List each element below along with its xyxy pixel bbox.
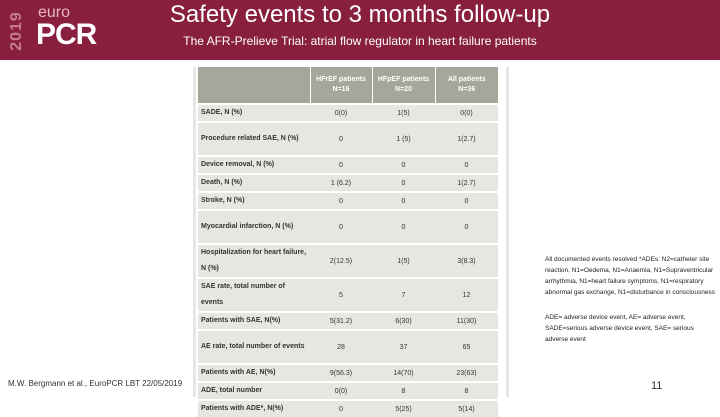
cell-all: 5(14) xyxy=(435,400,498,417)
cell-hfpef: 0 xyxy=(372,192,435,210)
cell-hfpef: 8 xyxy=(372,382,435,400)
column-header-all: All patients N=36 xyxy=(435,67,498,104)
cell-hfpef: 5(25) xyxy=(372,400,435,417)
cell-hfref: 0 xyxy=(310,122,372,156)
cell-hfref: 0 xyxy=(310,156,372,174)
logo-pcr-text: PCR xyxy=(36,18,97,51)
row-label: SAE rate, total number of events xyxy=(198,278,310,312)
table-row xyxy=(198,156,498,174)
cell-hfref: 0 xyxy=(310,192,372,210)
column-header-hfref: HFrEF patients N=16 xyxy=(310,67,372,104)
column-header-hfpef: HFpEF patients N=20 xyxy=(372,67,435,104)
cell-all: 0 xyxy=(435,156,498,174)
table-row xyxy=(198,192,498,210)
safety-events-table xyxy=(198,67,498,417)
table-row xyxy=(198,244,498,278)
row-label: Procedure related SAE, N (%) xyxy=(198,122,310,156)
cell-all: 1(2.7) xyxy=(435,122,498,156)
cell-hfref: 1 (6.2) xyxy=(310,174,372,192)
table-row xyxy=(198,312,498,330)
table-row xyxy=(198,400,498,417)
row-label: Stroke, N (%) xyxy=(198,192,310,210)
cell-all: 11(30) xyxy=(435,312,498,330)
logo-euro-text: euro xyxy=(38,4,71,21)
row-label: Myocardial infarction, N (%) xyxy=(198,210,310,244)
row-label: ADE, total number xyxy=(198,382,310,400)
cell-hfref: 9(56.3) xyxy=(310,364,372,382)
cell-all: 8 xyxy=(435,382,498,400)
table-row xyxy=(198,174,498,192)
cell-all: 1(2.7) xyxy=(435,174,498,192)
cell-hfref: 0(0) xyxy=(310,104,372,122)
cell-hfref: 0 xyxy=(310,400,372,417)
table-row xyxy=(198,364,498,382)
table-row xyxy=(198,330,498,364)
table-header-row xyxy=(198,67,498,104)
cell-hfref: 5(31.2) xyxy=(310,312,372,330)
cell-hfpef: 0 xyxy=(372,174,435,192)
column-header-label xyxy=(198,67,310,104)
cell-hfpef: 0 xyxy=(372,210,435,244)
cell-all: 65 xyxy=(435,330,498,364)
footnote-abbreviations: ADE= adverse device event, AE= adverse event, SADE=serious adverse device event, SAE= serious adverse event xyxy=(545,314,694,343)
cell-hfpef: 37 xyxy=(372,330,435,364)
cell-hfpef: 1(5) xyxy=(372,104,435,122)
logo-year: 2019 xyxy=(7,11,25,51)
cell-all: 12 xyxy=(435,278,498,312)
cell-hfref: 2(12.5) xyxy=(310,244,372,278)
cell-all: 3(8.3) xyxy=(435,244,498,278)
table-row xyxy=(198,278,498,312)
slide-subtitle: The AFR-Prelieve Trial: atrial flow regulator in heart failure patients xyxy=(183,34,537,48)
cell-hfref: 0(0) xyxy=(310,382,372,400)
page-number: 11 xyxy=(651,380,663,392)
row-label: Patients with ADE*, N(%) xyxy=(198,400,310,417)
cell-hfpef: 7 xyxy=(372,278,435,312)
footnotes xyxy=(545,254,715,359)
author-citation: M.W. Bergmann et al., EuroPCR LBT 22/05/2019 xyxy=(8,379,183,388)
row-label: Death, N (%) xyxy=(198,174,310,192)
cell-hfpef: 1(5) xyxy=(372,244,435,278)
cell-hfpef: 14(70) xyxy=(372,364,435,382)
cell-hfpef: 6(30) xyxy=(372,312,435,330)
cell-hfpef: 0 xyxy=(372,156,435,174)
safety-table-container xyxy=(193,67,509,413)
table-row xyxy=(198,382,498,400)
row-label: Device removal, N (%) xyxy=(198,156,310,174)
footnote-events: All documented events resolved *ADEs: N2=catheter site reaction, N1=Oedema, N1=Anaemia, N1=Supraventricular arrhythmia, N1=heart failure symptoms, N1=respiratory abnormal gas exchange, N1=disturbance in consciousness xyxy=(545,256,716,296)
cell-all: 23(63) xyxy=(435,364,498,382)
table-row xyxy=(198,104,498,122)
header-banner xyxy=(0,0,720,60)
table-row xyxy=(198,210,498,244)
table-row xyxy=(198,122,498,156)
row-label: Hospitalization for heart failure, N (%) xyxy=(198,244,310,278)
row-label: SADE, N (%) xyxy=(198,104,310,122)
cell-all: 0(0) xyxy=(435,104,498,122)
slide-title: Safety events to 3 months follow-up xyxy=(169,1,551,28)
cell-all: 0 xyxy=(435,192,498,210)
cell-hfref: 0 xyxy=(310,210,372,244)
row-label: AE rate, total number of events xyxy=(198,330,310,364)
cell-hfref: 5 xyxy=(310,278,372,312)
cell-hfpef: 1 (5) xyxy=(372,122,435,156)
cell-hfref: 28 xyxy=(310,330,372,364)
row-label: Patients with SAE, N(%) xyxy=(198,312,310,330)
cell-all: 0 xyxy=(435,210,498,244)
row-label: Patients with AE, N(%) xyxy=(198,364,310,382)
